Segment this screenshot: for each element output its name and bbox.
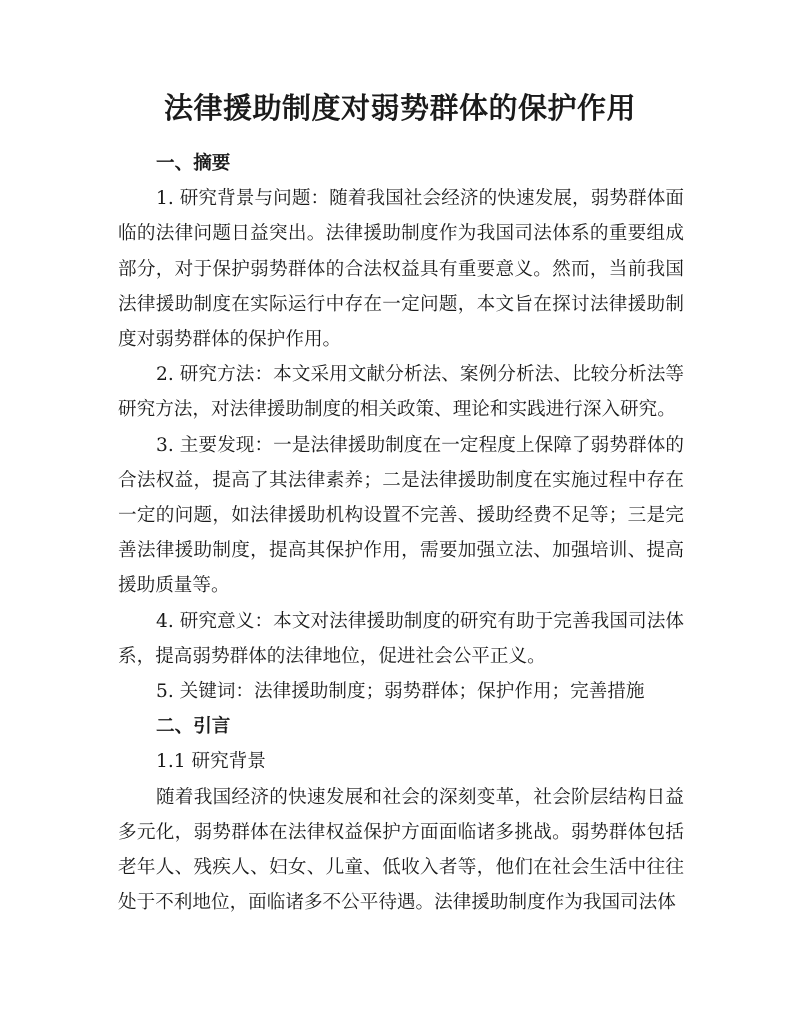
- abstract-heading: 一、摘要: [156, 153, 231, 174]
- abstract-item-methods: 2. 研究方法：本文采用文献分析法、案例分析法、比较分析法等研究方法，对法律援助制度的相关政策、理论和实践进行深入研究。: [118, 364, 684, 421]
- abstract-item-significance: 4. 研究意义：本文对法律援助制度的研究有助于完善我国司法体系，提高弱势群体的法律地位，促进社会公平正义。: [118, 610, 684, 667]
- abstract-item-keywords: 5. 关键词：法律援助制度；弱势群体；保护作用；完善措施: [156, 681, 645, 703]
- introduction-heading: 二、引言: [156, 716, 231, 738]
- abstract-item-findings: 3. 主要发现：一是法律援助制度在一定程度上保障了弱势群体的合法权益，提高了其法律素养；二是法律援助制度在实施过程中存在一定的问题，如法律援助机构设置不完善、援助经费不足等；三是完善法律援助制度，提高其保护作用，需要加强立法、加强培训、提高援助质量等。: [118, 434, 684, 597]
- document-title: 法律援助制度对弱势群体的保护作用: [163, 91, 636, 125]
- subsection-title: 1.1 研究背景: [156, 751, 266, 773]
- document-body: [118, 146, 684, 920]
- introduction-paragraph: 随着我国经济的快速发展和社会的深刻变革，社会阶层结构日益多元化，弱势群体在法律权益保护方面面临诸多挑战。弱势群体包括老年人、残疾人、妇女、儿童、低收入者等，他们在社会生活中往往处于不利地位，面临诸多不公平待遇。法律援助制度作为我国司法体: [118, 786, 684, 914]
- abstract-item-background: 1. 研究背景与问题：随着我国社会经济的快速发展，弱势群体面临的法律问题日益突出。法律援助制度作为我国司法体系的重要组成部分，对于保护弱势群体的合法权益具有重要意义。然而，当前我国法律援助制度在实际运行中存在一定问题，本文旨在探讨法律援助制度对弱势群体的保护作用。: [118, 188, 684, 351]
